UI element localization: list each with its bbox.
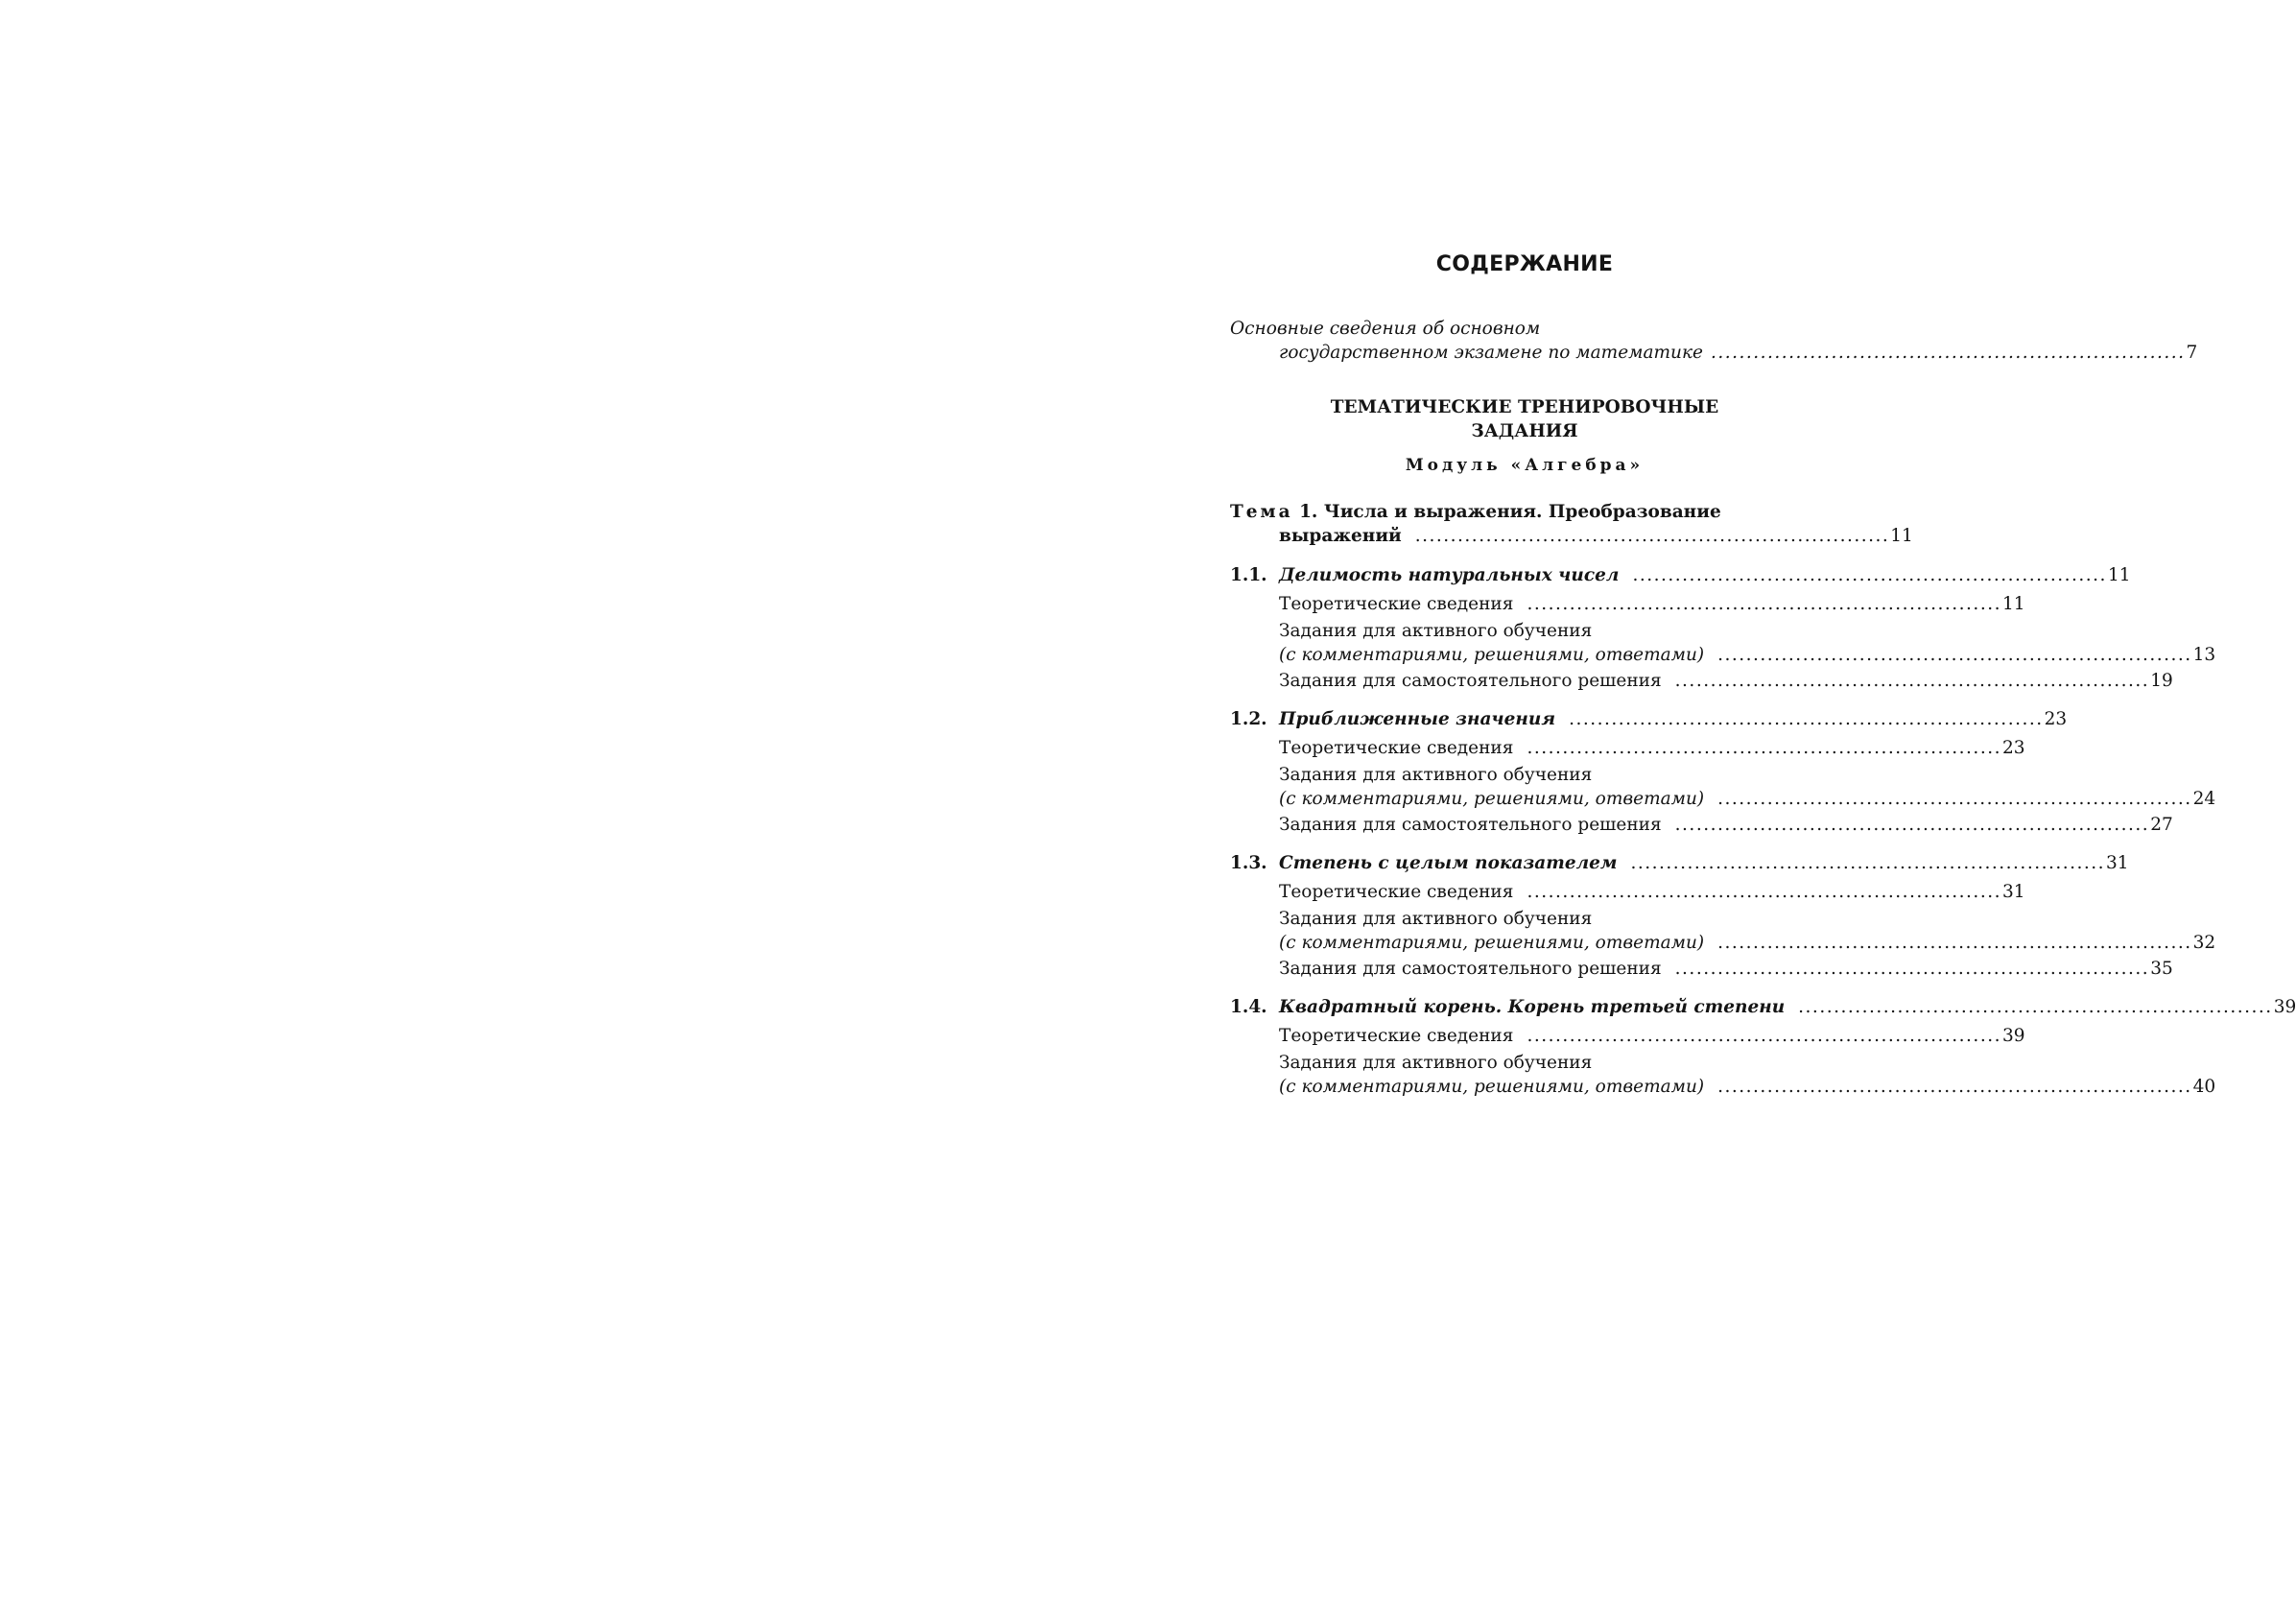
theory-label: Теоретические сведения (1279, 1026, 1514, 1046)
leader-dots: ................................................................... (1527, 594, 2001, 614)
leader-dots: ................................................................... (1798, 997, 2273, 1017)
intro-line-1: Основные сведения об основном (1230, 319, 1541, 339)
section-title: Степень с целым показателем (1279, 853, 1618, 873)
leader-dots: ................................................................... (1527, 1026, 2001, 1046)
page-number: 23 (2001, 738, 2025, 758)
leader-dots: ................................................................... (1710, 343, 2186, 363)
page-number: 23 (2044, 709, 2068, 729)
active-line-2: (с комментариями, решениями, ответами) (1279, 645, 1705, 665)
self-entry[interactable] (1279, 957, 2173, 981)
section-1-3-entry[interactable] (1230, 851, 2129, 875)
active-line-1: Задания для активного обучения (1279, 621, 1593, 641)
section-number: 1.3. (1230, 853, 1267, 873)
section-number: 1.1. (1230, 565, 1267, 585)
theme-line-2: выражений (1279, 526, 1402, 546)
section-title: Приближенные значения (1279, 709, 1556, 729)
leader-dots: ................................................................... (1674, 959, 2150, 979)
page-number: 19 (2150, 671, 2173, 691)
section-title: Квадратный корень. Корень третьей степени (1279, 997, 1786, 1017)
leader-dots: ................................................................... (1527, 882, 2001, 902)
page-number: 27 (2150, 815, 2173, 835)
leader-dots: ................................................................... (1717, 789, 2192, 809)
active-entry[interactable] (1279, 643, 2216, 667)
active-line-2: (с комментариями, решениями, ответами) (1279, 933, 1705, 953)
section-number: 1.4. (1230, 997, 1267, 1017)
leader-dots: ................................................................... (1569, 709, 2044, 729)
page-number: 11 (1890, 526, 1913, 546)
page-number: 32 (2192, 933, 2216, 953)
toc-page (1230, 240, 2296, 1123)
self-entry[interactable] (1279, 813, 2173, 837)
page-number: 31 (2106, 853, 2129, 873)
intro-line-2: государственном экзамене по математике (1279, 343, 1703, 363)
theory-entry[interactable] (1279, 1024, 2025, 1048)
theory-entry[interactable] (1279, 592, 2025, 616)
self-entry[interactable] (1279, 669, 2173, 693)
leader-dots: ................................................................... (1717, 933, 2192, 953)
leader-dots: ................................................................... (1414, 526, 1890, 546)
self-label: Задания для самостоятельного решения (1279, 815, 1662, 835)
section-title-line-1: ТЕМАТИЧЕСКИЕ ТРЕНИРОВОЧНЫЕ (1330, 397, 1719, 417)
active-entry[interactable] (1279, 1075, 2216, 1099)
page-number: 40 (2192, 1077, 2216, 1097)
section-1-4-entry[interactable] (1230, 995, 2296, 1019)
module-title: Модуль «Алгебра» (1405, 456, 1645, 475)
toc-title: СОДЕРЖАНИЕ (1435, 252, 1614, 276)
theme-title: 1. Числа и выражения. Преобразование (1299, 502, 1721, 522)
leader-dots: ................................................................... (1717, 1077, 2192, 1097)
theory-entry[interactable] (1279, 736, 2025, 760)
intro-entry[interactable] (1279, 341, 2198, 365)
theory-label: Теоретические сведения (1279, 882, 1514, 902)
leader-dots: ................................................................... (1674, 815, 2150, 835)
leader-dots: ................................................................... (1674, 671, 2150, 691)
active-line-1: Задания для активного обучения (1279, 909, 1593, 929)
active-line-2: (с комментариями, решениями, ответами) (1279, 789, 1705, 809)
leader-dots: ................................................................... (1632, 565, 2107, 585)
section-1-1-entry[interactable] (1230, 563, 2131, 587)
theory-label: Теоретические сведения (1279, 594, 1514, 614)
active-entry[interactable] (1279, 787, 2216, 811)
leader-dots: ................................................................... (1527, 738, 2001, 758)
theme-entry[interactable] (1279, 524, 1913, 548)
page-number: 7 (2186, 343, 2198, 363)
self-label: Задания для самостоятельного решения (1279, 671, 1662, 691)
section-number: 1.2. (1230, 709, 1267, 729)
active-entry[interactable] (1279, 931, 2216, 955)
leader-dots: ................................................................... (1717, 645, 2192, 665)
page-number: 35 (2150, 959, 2173, 979)
section-title: Делимость натуральных чисел (1279, 565, 1620, 585)
page-number: 24 (2192, 789, 2216, 809)
theme-line-1 (1230, 500, 1819, 524)
page-number: 13 (2192, 645, 2216, 665)
page-number: 31 (2001, 882, 2025, 902)
page-number: 39 (2273, 997, 2296, 1017)
leader-dots: ................................................................... (1630, 853, 2106, 873)
self-label: Задания для самостоятельного решения (1279, 959, 1662, 979)
active-line-2: (с комментариями, решениями, ответами) (1279, 1077, 1705, 1097)
section-1-2-entry[interactable] (1230, 707, 2068, 731)
page-number: 11 (2001, 594, 2025, 614)
section-title-line-2: ЗАДАНИЯ (1471, 421, 1578, 441)
theory-entry[interactable] (1279, 880, 2025, 904)
page-number: 39 (2001, 1026, 2025, 1046)
page-number: 11 (2107, 565, 2131, 585)
theory-label: Теоретические сведения (1279, 738, 1514, 758)
active-line-1: Задания для активного обучения (1279, 765, 1593, 785)
theme-label: Тема (1230, 502, 1293, 522)
active-line-1: Задания для активного обучения (1279, 1053, 1593, 1073)
